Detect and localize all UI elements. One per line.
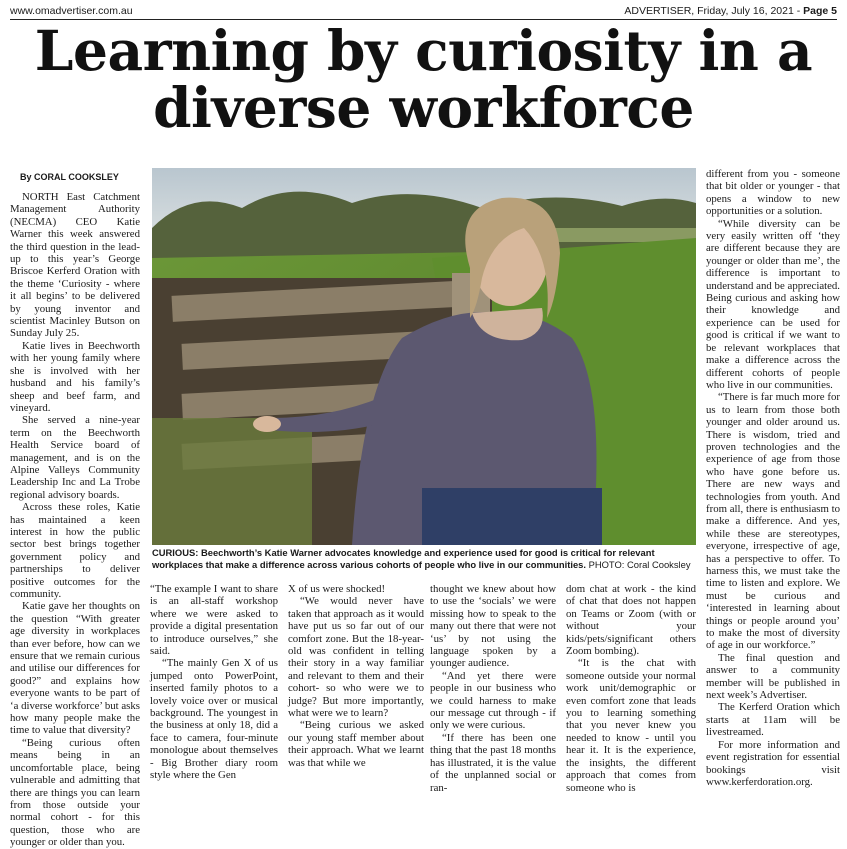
article-paragraph: “The mainly Gen X of us jumped onto PowerPoint, inserted family photos to a lovely voice over or musical background. The youngest in the business at only 18, did a face to camera, four-minute monologue about themselves - Big Brother diary room style where the Gen bbox=[150, 657, 278, 782]
article-paragraph: “And yet there were people in our business who we could harness to make our message cut through - if only we were curious. bbox=[430, 669, 556, 732]
article-paragraph: She served a nine-year term on the Beechworth Health Service board of management, and is on the Alpine Valleys Community Leadership Inc and La Trobe regional advisory boards. bbox=[10, 414, 140, 501]
article-paragraph: “It is the chat with someone outside your normal work unit/demographic or even comfort zone that leads you to learning something that you never knew you needed to know - until you hear it. It is the experience, the insights, the different approach that comes from someone who is bbox=[566, 657, 696, 794]
portrait-photo-icon bbox=[152, 168, 696, 545]
article-paragraph: Across these roles, Katie has maintained a keen interest in how the public sector best brings together government policy and partnerships to deliver positive outcomes for the community. bbox=[10, 501, 140, 600]
article-paragraph: “There is far much more for us to learn from those both younger and older around us. There is wisdom, tried and proven technologies and the experience of age from those who have gone before us. There are new ways and technologies from youth. And from all, there is enthusiasm to make a difference. And yes, while these are stereotypes, everyone, irrespective of age, has a perspective to offer. To harness this, we must take the time to listen and explore. We must be curious and ‘interested in learning about things or people around you’ to make the most of diversity of age in our workforce.” bbox=[706, 391, 840, 652]
article-column-6 bbox=[706, 168, 840, 788]
article-paragraph: The final question and answer to a community member will be published in next week’s Advertiser. bbox=[706, 651, 840, 702]
article-paragraph: “Being curious often means being in an uncomfortable place, being vulnerable and admitting that there are things you can learn from those outside your normal cohort - for this question, those who are younger or older than you. bbox=[10, 736, 140, 849]
photo-credit: PHOTO: Coral Cooksley bbox=[585, 558, 691, 570]
article-paragraph: dom chat at work - the kind of chat that does not happen on Teams or Zoom (with or without your kids/pets/significant others Zoom bombing). bbox=[566, 583, 696, 658]
article-paragraph: Katie gave her thoughts on the question “With greater age diversity in workplaces than ever before, how can we ensure that we remain curious and utilise our differences for good?” and explains how everyone wants to be part of ‘a diverse workforce’ but asks how many people make the time to value that diversity? bbox=[10, 600, 140, 737]
article-paragraph: “While diversity can be very easily written off ‘they are different because they are younger or older than me’, the difference is important to understand and be appreciated. Being curious and asking how their knowledge and experience can be used for good is critical if we want to be relevant workplaces that make a difference across the different cohorts of people who live in our communities. bbox=[706, 217, 840, 391]
dateline-text: ADVERTISER, Friday, July 16, 2021 - bbox=[624, 5, 804, 17]
article-column-2 bbox=[150, 583, 278, 782]
article-paragraph: “The example I want to share is an all-staff workshop where we were asked to provide a digital presentation to introduce ourselves,” she said. bbox=[150, 583, 278, 658]
article-paragraph: For more information and event registration for essential bookings visit www.kerferdoration.org. bbox=[706, 738, 840, 788]
byline: By CORAL COOKSLEY bbox=[20, 172, 119, 182]
photo-caption bbox=[152, 547, 698, 570]
website-url: www.omadvertiser.com.au bbox=[10, 5, 133, 17]
article-paragraph: Katie lives in Beechworth with her young family where she is involved with her husband and his family’s sheep and beef farm, and vineyard. bbox=[10, 339, 140, 414]
article-paragraph: thought we knew about how to use the ‘socials’ we were missing how to speak to the many out there that were not ‘us’ by not using the language spoken by a younger audience. bbox=[430, 583, 556, 670]
dateline bbox=[624, 5, 837, 17]
page-header bbox=[10, 4, 837, 18]
article-paragraph: “We would never have taken that approach as it would have put us so far out of our comfort zone. But the 18-year-old was confident in telling their story in a way familiar and relevant to them and their cohort- so who were we to judge? But more importantly, what were we to learn? bbox=[288, 595, 424, 720]
page-number: Page 5 bbox=[803, 5, 837, 17]
article-paragraph: X of us were shocked! bbox=[288, 583, 386, 595]
article-column-1 bbox=[10, 191, 140, 849]
article-paragraph: “Being curious we asked our young staff member about their approach. What we learnt was that while we bbox=[288, 719, 424, 769]
headline: Learning by curiosity in a diverse workforce bbox=[34, 18, 813, 140]
article-paragraph: “If there has been one thing that the past 18 months has illustrated, it is the value of the unplanned social or ran- bbox=[430, 731, 556, 794]
caption-text: CURIOUS: Beechworth’s Katie Warner advocates knowledge and experience used for good is critical for relevant workplaces that make a difference across various cohorts of people who live in our communities. bbox=[152, 547, 655, 570]
article-column-3 bbox=[288, 583, 424, 769]
article-paragraph: NORTH East Catchment Management Authority (NECMA) CEO Katie Warner this week answered the third question in the lead-up to this year’s George Briscoe Kerferd Oration with the theme ‘Curiosity - where it all begins’ to be delivered by young inventor and scientist Macinley Butson on Sunday July 25. bbox=[10, 191, 140, 340]
article-paragraph: The Kerferd Oration which starts at 11am will be livestreamed. bbox=[706, 701, 840, 739]
article-paragraph: different from you - someone that bit older or younger - that opens a window to new opportunities or a solution. bbox=[706, 168, 840, 218]
article-column-4 bbox=[430, 583, 556, 794]
article-column-5 bbox=[566, 583, 696, 794]
